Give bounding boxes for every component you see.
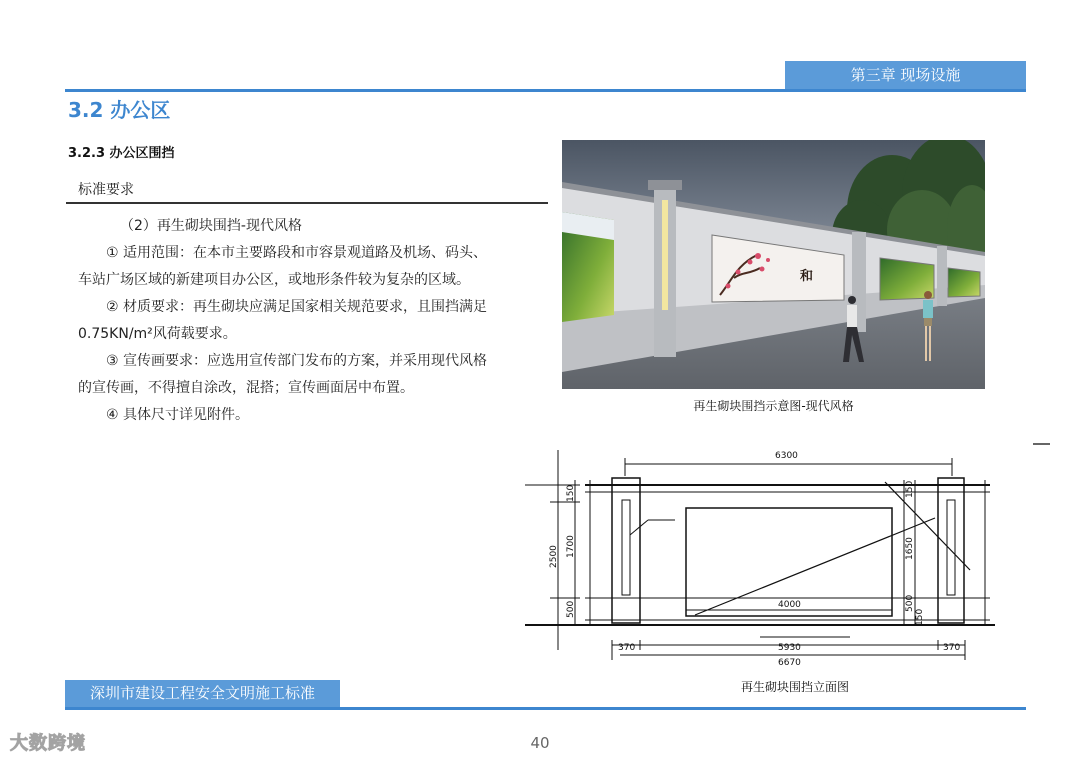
section-title: 3.2 办公区 bbox=[68, 98, 171, 122]
side-marker bbox=[1033, 443, 1050, 445]
photo-caption: 再生砌块围挡示意图-现代风格 bbox=[693, 399, 854, 413]
standard-label: 标准要求 bbox=[78, 182, 134, 198]
header-rule bbox=[65, 89, 1026, 92]
fence-elevation-drawing bbox=[520, 440, 1000, 672]
item-2-line-1: ② 材质要求：再生砌块应满足国家相关规范要求，且围挡满足 bbox=[106, 299, 487, 315]
dim-pillar-left: 370 bbox=[618, 643, 636, 653]
dim-panel-height: 1650 bbox=[905, 537, 915, 560]
item-4: ④ 具体尺寸详见附件。 bbox=[106, 407, 250, 423]
item-1-line-1: ① 适用范围：在本市主要路段和市容景观道路及机场、码头、 bbox=[106, 245, 487, 261]
dim-total-span: 6670 bbox=[778, 658, 801, 668]
item-2-line-2: 0.75KN/m²风荷载要求。 bbox=[78, 326, 237, 342]
dim-height-mid: 1700 bbox=[566, 535, 576, 558]
footer-rule bbox=[65, 707, 1026, 710]
watermark-logo: 大数跨境 bbox=[10, 733, 86, 754]
standard-divider bbox=[66, 202, 548, 204]
poster-calligraphy: 和 bbox=[800, 269, 814, 284]
dim-pillar-right: 370 bbox=[943, 643, 961, 653]
dim-top-span: 6300 bbox=[775, 451, 798, 461]
fence-rendering-image bbox=[562, 140, 985, 389]
page-number: 40 bbox=[530, 734, 550, 752]
dim-height-top: 150 bbox=[566, 484, 576, 502]
chapter-tab: 第三章 现场设施 bbox=[785, 61, 1026, 89]
item-3-line-2: 的宣传画，不得擅自涂改，混搭；宣传画面居中布置。 bbox=[78, 380, 414, 396]
footer-title: 深圳市建设工程安全文明施工标准 bbox=[65, 680, 340, 707]
requirements-heading: （2）再生砌块围挡-现代风格 bbox=[120, 218, 302, 234]
item-3-line-1: ③ 宣传画要求：应选用宣传部门发布的方案，并采用现代风格 bbox=[106, 353, 487, 369]
dim-panel-bottom-2: 150 bbox=[915, 608, 925, 626]
dim-inner-span: 5930 bbox=[778, 643, 801, 653]
dim-panel-bottom: 500 bbox=[905, 594, 915, 612]
dim-panel-width: 4000 bbox=[778, 600, 801, 610]
dim-panel-top: 150 bbox=[905, 480, 915, 498]
elevation-caption: 再生砌块围挡立面图 bbox=[740, 680, 849, 694]
dim-height-bottom: 500 bbox=[566, 600, 576, 618]
subsection-title: 3.2.3 办公区围挡 bbox=[68, 146, 175, 161]
dim-height-total: 2500 bbox=[549, 545, 559, 568]
requirements-text bbox=[78, 213, 548, 429]
item-1-line-2: 车站广场区域的新建项目办公区，或地形条件较为复杂的区域。 bbox=[78, 272, 470, 288]
